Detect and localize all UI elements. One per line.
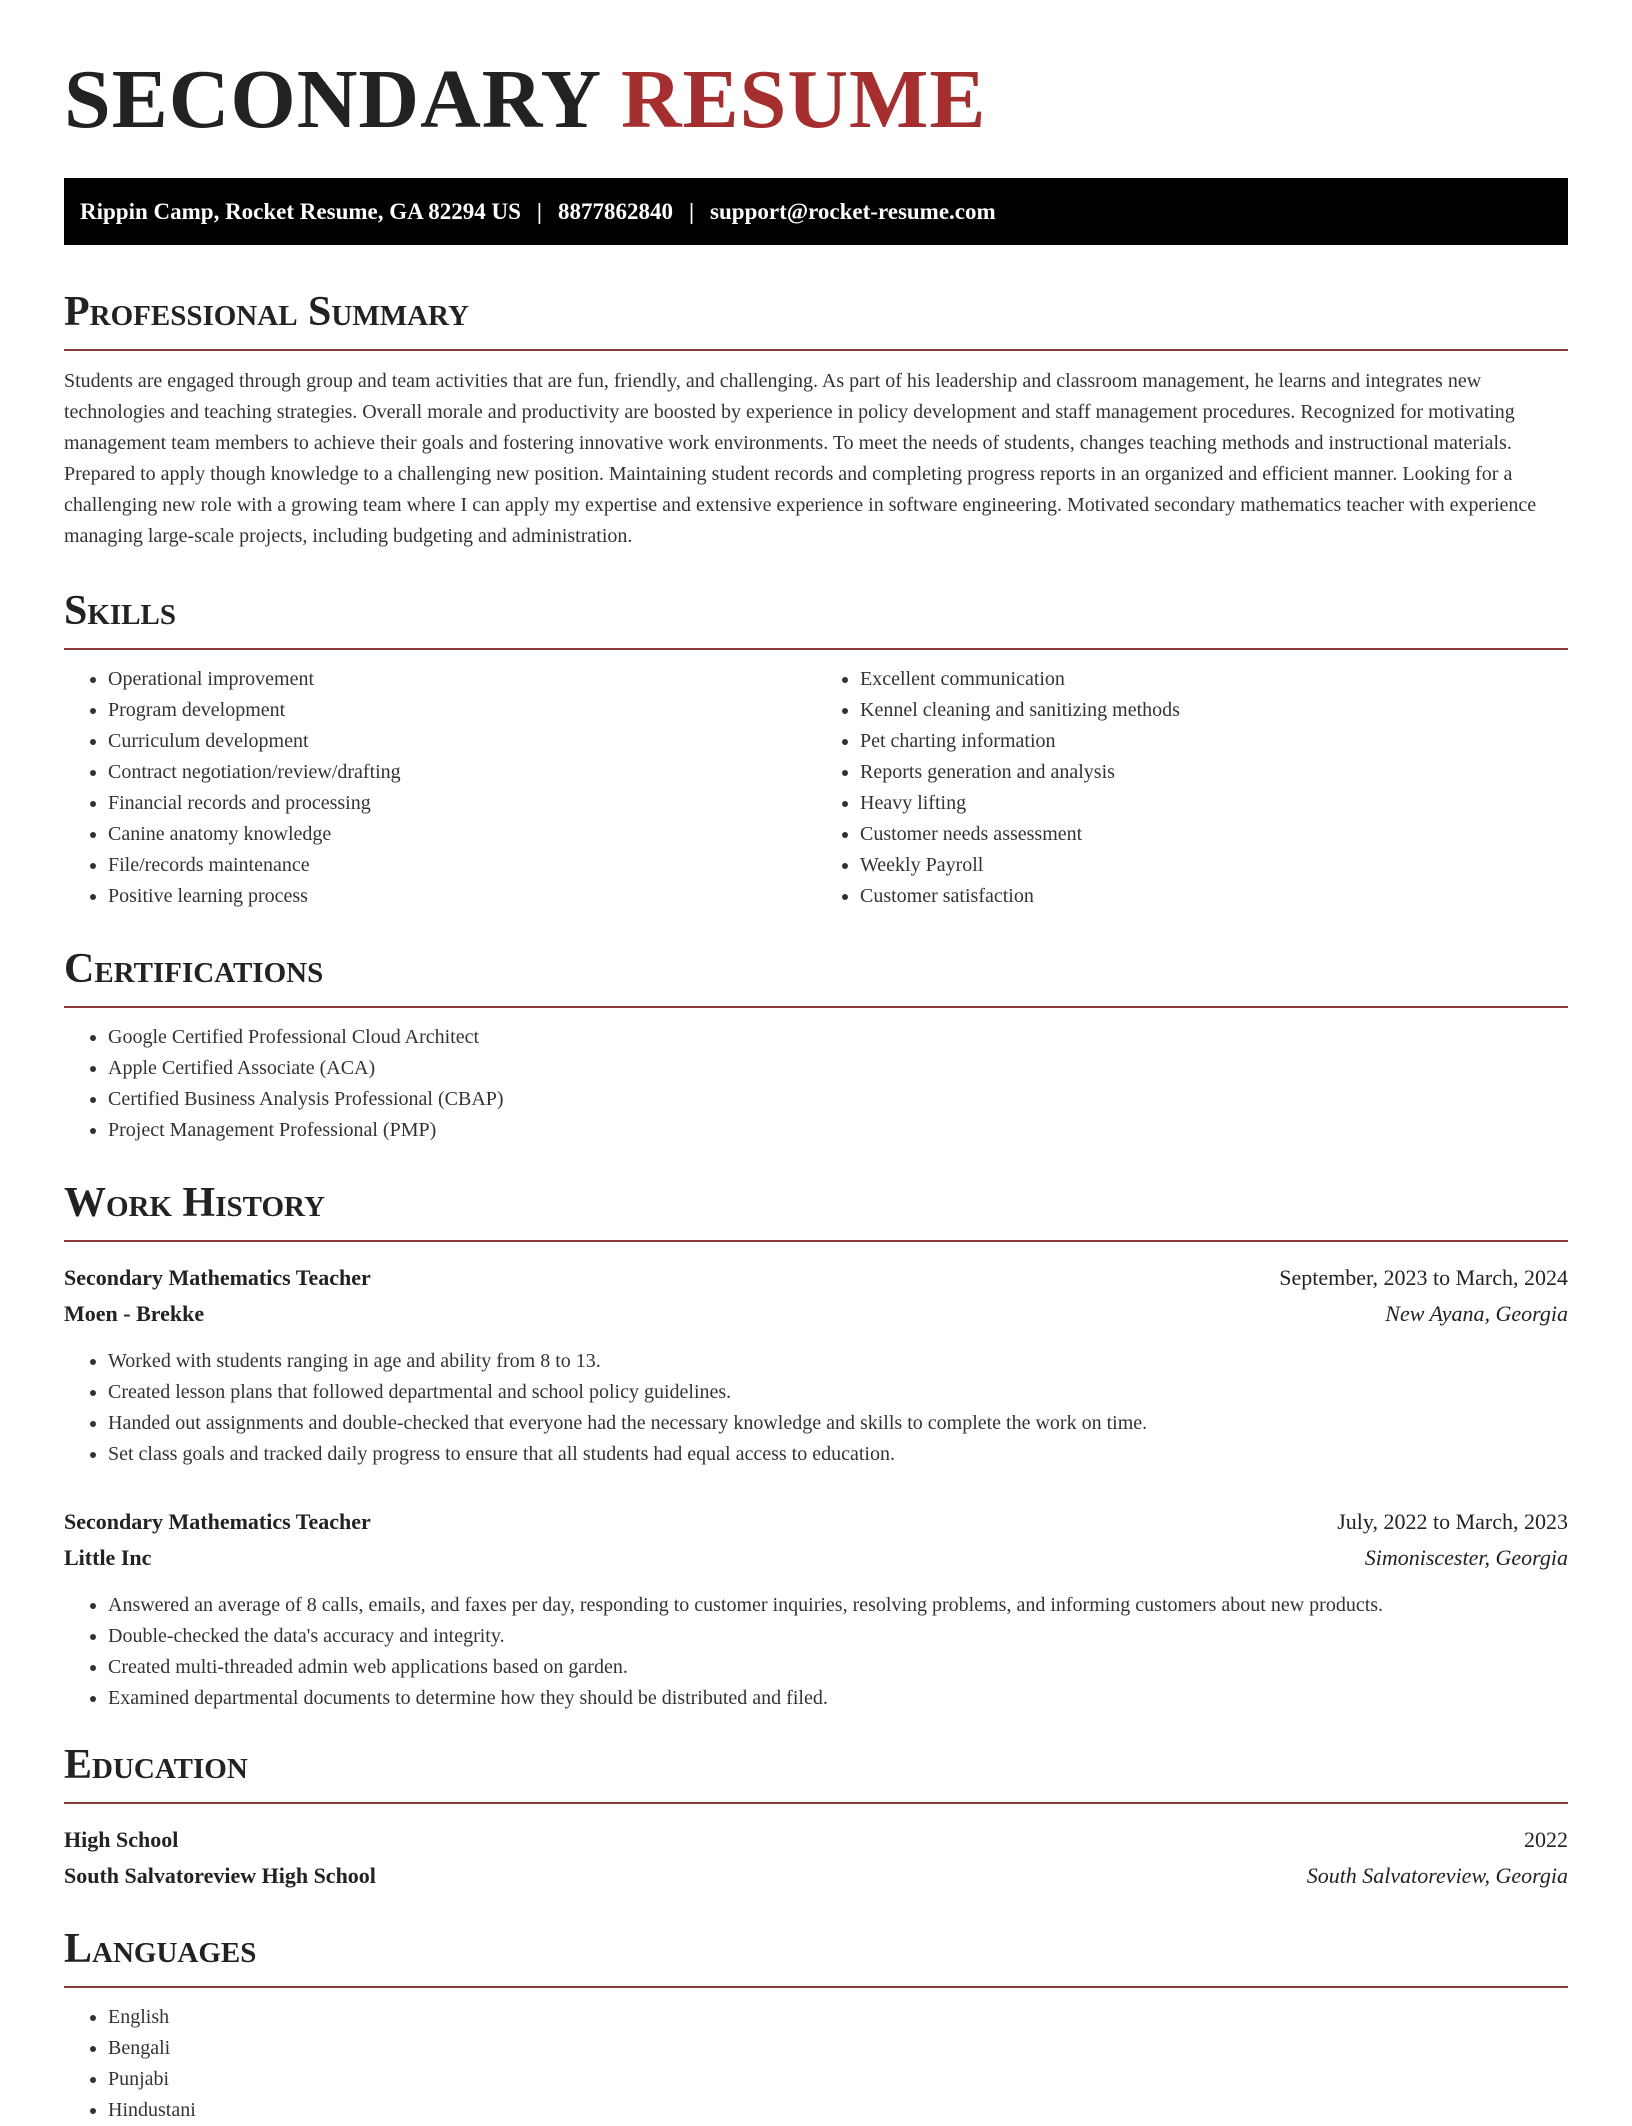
skills-list-right — [816, 664, 1568, 912]
job-location: Simoniscester, Georgia — [1364, 1545, 1568, 1570]
list-item: • Answered an average of 8 calls, emails, and faxes per day, responding to customer inquiries, resolving problems, and informing customers about new products. — [108, 1590, 1568, 1621]
section-divider — [64, 349, 1568, 351]
section-divider — [64, 1986, 1568, 1988]
skills-list-left — [64, 664, 816, 912]
list-item: • Pet charting information — [860, 726, 1568, 757]
job-dates: July, 2022 to March, 2023 — [1337, 1509, 1568, 1534]
list-item: • Created multi-threaded admin web applications based on garden. — [108, 1652, 1568, 1683]
list-item: • Reports generation and analysis — [860, 757, 1568, 788]
job-title: Secondary Mathematics Teacher — [64, 1509, 371, 1534]
languages-heading: Languages — [64, 1926, 257, 1972]
list-item: • File/records maintenance — [108, 850, 816, 881]
education-heading: Education — [64, 1742, 248, 1788]
job-title: Secondary Mathematics Teacher — [64, 1265, 371, 1290]
work-heading: Work History — [64, 1180, 325, 1226]
list-item: • Contract negotiation/review/drafting — [108, 757, 816, 788]
skills-heading: Skills — [64, 588, 177, 634]
list-item: • English — [108, 2002, 1568, 2033]
list-item: • Hindustani — [108, 2095, 1568, 2126]
education-school: South Salvatoreview High School — [64, 1863, 376, 1888]
list-item: • Set class goals and tracked daily progress to ensure that all students had equal access to education. — [108, 1439, 1568, 1470]
contact-phone: 8877862840 — [557, 198, 673, 224]
list-item: • Created lesson plans that followed departmental and school policy guidelines. — [108, 1377, 1568, 1408]
list-item: • Excellent communication — [860, 664, 1568, 695]
education-section — [64, 1744, 1568, 1894]
summary-text: Students are engaged through group and team activities that are fun, friendly, and challenging. As part of his leadership and classroom management, he learns and integrates new technologies and teaching strategies. Overall morale and productivity are boosted by experience in policy development and staff management procedures. Recognized for motivating management team members to achieve their goals and fostering innovative work environments. To meet the needs of students, changes teaching methods and instructional materials. Prepared to apply though knowledge to a challenging new position. Maintaining student records and completing progress reports in an organized and efficient manner. Looking for a challenging new role with a growing team where I can apply my expertise and extensive experience in software engineering. Motivated secondary mathematics teacher with experience managing large-scale projects, including budgeting and administration. — [64, 370, 1537, 547]
section-divider — [64, 1240, 1568, 1242]
contact-address: Rippin Camp, Rocket Resume, GA 82294 US — [80, 198, 521, 224]
job-header — [64, 1260, 1568, 1296]
list-item: • Heavy lifting — [860, 788, 1568, 819]
job-location: New Ayana, Georgia — [1385, 1301, 1568, 1326]
list-item: • Examined departmental documents to determine how they should be distributed and filed. — [108, 1683, 1568, 1714]
education-header — [64, 1822, 1568, 1858]
name-last: RESUME — [620, 53, 987, 146]
summary-section — [64, 291, 1568, 552]
job-header — [64, 1504, 1568, 1540]
list-item: • Apple Certified Associate (ACA) — [108, 1053, 1568, 1084]
education-entry — [64, 1822, 1568, 1894]
list-item: • Program development — [108, 695, 816, 726]
job-subheader — [64, 1540, 1568, 1576]
list-item: • Bengali — [108, 2033, 1568, 2064]
section-divider — [64, 1006, 1568, 1008]
education-year: 2022 — [1524, 1827, 1568, 1852]
list-item: • Weekly Payroll — [860, 850, 1568, 881]
languages-list — [64, 2002, 1568, 2126]
list-item: • Punjabi — [108, 2064, 1568, 2095]
certifications-section — [64, 948, 1568, 1146]
education-subheader — [64, 1858, 1568, 1894]
list-item: • Handed out assignments and double-checked that everyone had the necessary knowledge and skills to complete the work on time. — [108, 1408, 1568, 1439]
list-item: • Google Certified Professional Cloud Architect — [108, 1022, 1568, 1053]
education-degree: High School — [64, 1827, 179, 1852]
section-divider — [64, 1802, 1568, 1804]
list-item: • Project Management Professional (PMP) — [108, 1115, 1568, 1146]
list-item: • Customer satisfaction — [860, 881, 1568, 912]
job-entry — [64, 1504, 1568, 1714]
languages-section — [64, 1928, 1568, 2126]
list-item: • Kennel cleaning and sanitizing methods — [860, 695, 1568, 726]
skills-section — [64, 590, 1568, 912]
skills-columns — [64, 650, 1568, 912]
list-item: • Worked with students ranging in age and ability from 8 to 13. — [108, 1346, 1568, 1377]
job-company: Little Inc — [64, 1545, 152, 1570]
work-section — [64, 1182, 1568, 1714]
contact-separator: | — [536, 198, 542, 224]
list-item: • Positive learning process — [108, 881, 816, 912]
contact-separator: | — [688, 198, 695, 224]
education-location: South Salvatoreview, Georgia — [1306, 1863, 1568, 1888]
job-dates: September, 2023 to March, 2024 — [1279, 1265, 1568, 1290]
job-entry — [64, 1260, 1568, 1470]
certifications-list — [64, 1022, 1568, 1146]
contact-email: support@rocket-resume.com — [710, 198, 996, 224]
list-item: • Curriculum development — [108, 726, 816, 757]
list-item: • Operational improvement — [108, 664, 816, 695]
job-company: Moen - Brekke — [64, 1301, 205, 1326]
list-item: • Canine anatomy knowledge — [108, 819, 816, 850]
job-duties — [64, 1590, 1568, 1714]
resume-name — [64, 0, 1568, 146]
list-item: • Customer needs assessment — [860, 819, 1568, 850]
job-subheader — [64, 1296, 1568, 1332]
name-first: SECONDARY — [64, 53, 599, 146]
job-duties — [64, 1346, 1568, 1470]
contact-bar — [64, 178, 1568, 245]
list-item: • Financial records and processing — [108, 788, 816, 819]
list-item: • Double-checked the data's accuracy and integrity. — [108, 1621, 1568, 1652]
list-item: • Certified Business Analysis Professional (CBAP) — [108, 1084, 1568, 1115]
summary-heading: Professional Summary — [64, 289, 469, 335]
certifications-heading: Certifications — [64, 946, 324, 992]
